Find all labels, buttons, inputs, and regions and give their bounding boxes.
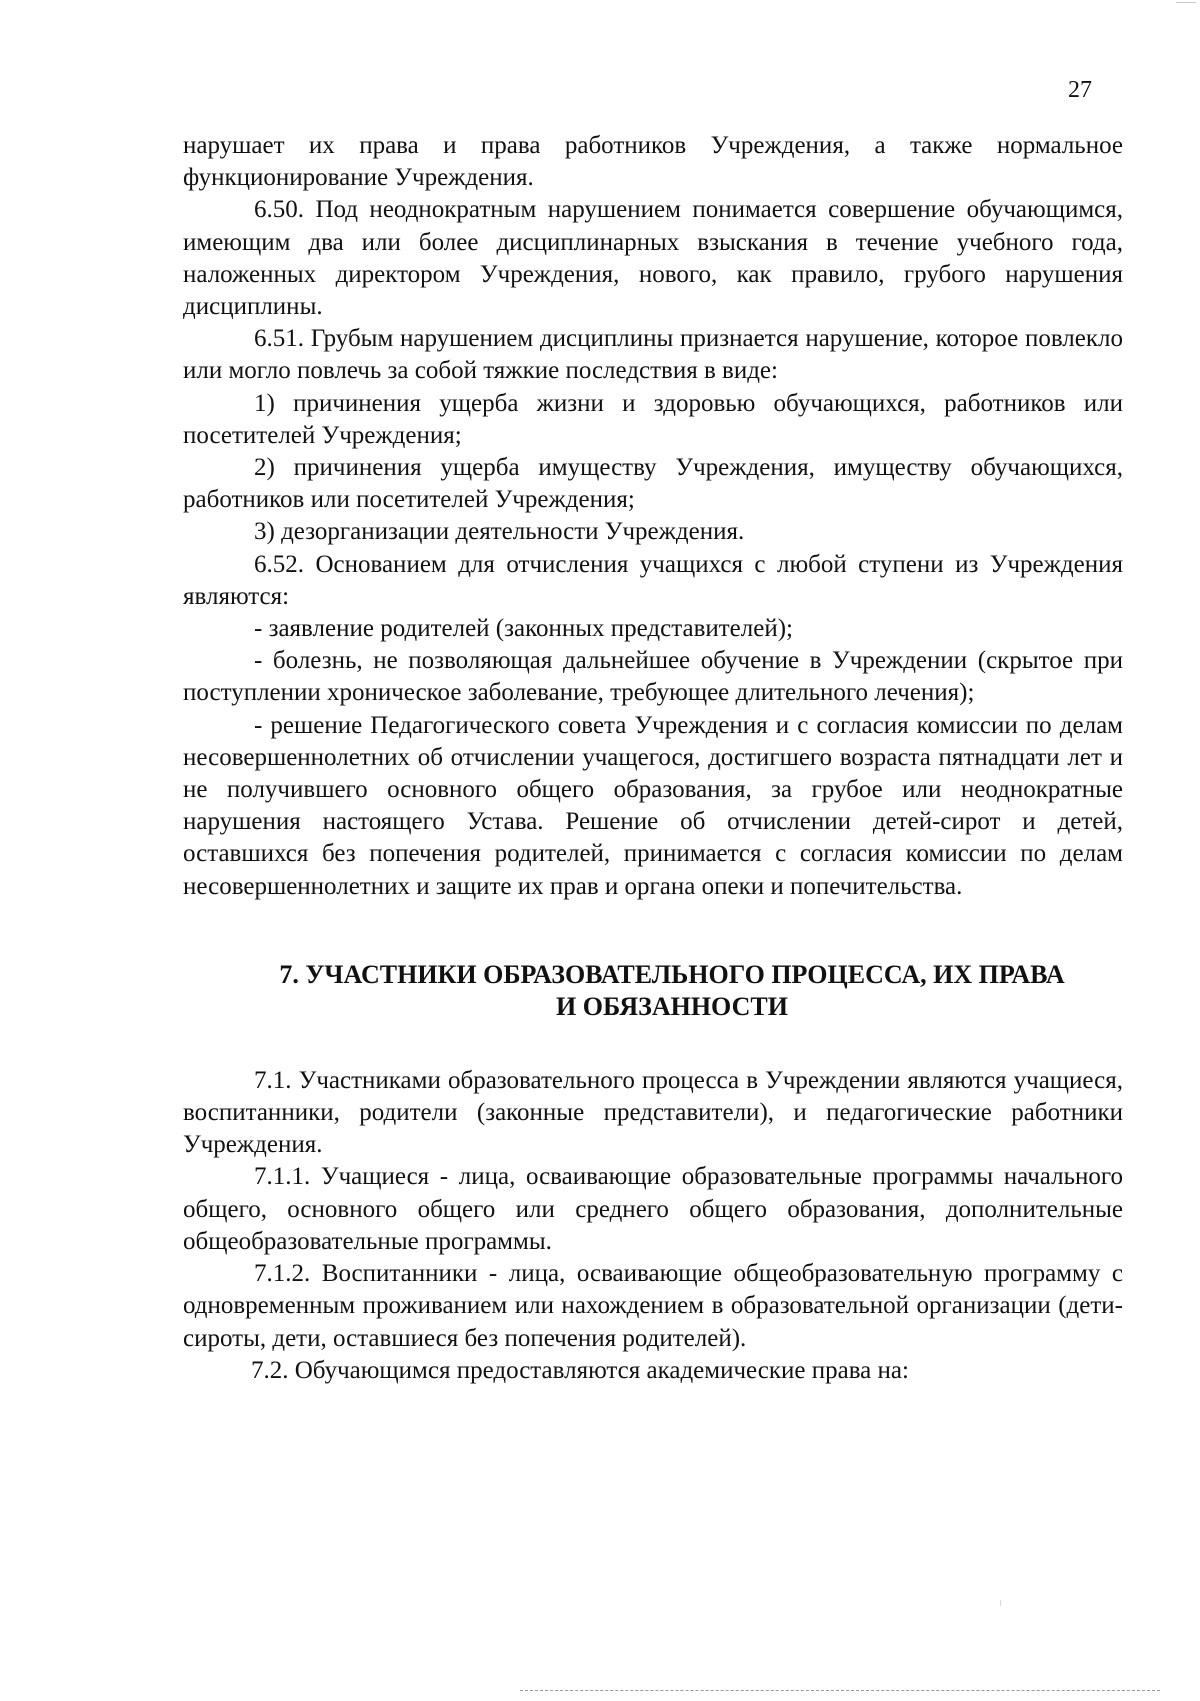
section-heading-line-2: И ОБЯЗАННОСТИ bbox=[556, 991, 788, 1021]
list-item-3: 3) дезорганизации деятельности Учреждения. bbox=[254, 518, 745, 546]
section-heading-line-1: 7. УЧАСТНИКИ ОБРАЗОВАТЕЛЬНОГО ПРОЦЕССА, ИХ ПРАВА bbox=[279, 959, 1065, 989]
paragraph-continuation: нарушает их права и права работников Учреждения, а также нормальное функционирование Учреждения. bbox=[183, 132, 1123, 192]
paragraph-7-1-1: 7.1.1. Учащиеся - лица, осваивающие образовательные программы начального общего, основного общего или среднего общего образования, дополнительные общеобразовательные программы. bbox=[183, 1163, 1123, 1255]
paragraph-6-52: 6.52. Основанием для отчисления учащихся с любой ступени из Учреждения являются: bbox=[183, 550, 1123, 610]
scan-bottom-edge bbox=[520, 1690, 1160, 1691]
paragraph-7-2: 7.2. Обучающимся предоставляются академические права на: bbox=[251, 1356, 909, 1384]
list-item-2: 2) причинения ущерба имуществу Учреждения, имуществу обучающихся, работников или посетителей Учреждения; bbox=[183, 454, 1123, 514]
paragraph-7-1-2: 7.1.2. Воспитанники - лица, осваивающие общеобразовательную программу с одновременным проживанием или нахождением в образовательной организации (дети-сироты, дети, оставшиеся без попечения родителей). bbox=[183, 1260, 1123, 1352]
paragraph-6-51: 6.51. Грубым нарушением дисциплины признается нарушение, которое повлекло или могло повлечь за собой тяжкие последствия в виде: bbox=[183, 325, 1123, 385]
dash-item-council-decision: - решение Педагогического совета Учреждения и с согласия комиссии по делам несовершеннолетних об отчислении учащегося, достигшего возраста пятнадцати лет и не получившего основного общего образования, за грубое или неоднократные нарушения настоящего Устава. Решение об отчислении детей-сирот и детей, оставшихся без попечения родителей, принимается с согласия комиссии по делам несовершеннолетних и защите их прав и органа опеки и попечительства. bbox=[183, 711, 1123, 900]
paragraph-6-50: 6.50. Под неоднократным нарушением понимается совершение обучающимся, имеющим два или более дисциплинарных взыскания в течение учебного года, наложенных директором Учреждения, нового, как правило, грубого нарушения дисциплины. bbox=[183, 196, 1123, 321]
dash-item-parents-request: - заявление родителей (законных представителей); bbox=[254, 615, 793, 643]
page-number: 27 bbox=[1068, 77, 1092, 103]
dash-item-illness: - болезнь, не позволяющая дальнейшее обучение в Учреждении (скрытое при поступлении хроническое заболевание, требующее длительного лечения); bbox=[183, 647, 1123, 707]
list-item-1: 1) причинения ущерба жизни и здоровью обучающихся, работников или посетителей Учреждения; bbox=[183, 389, 1123, 449]
document-body bbox=[183, 130, 1123, 1387]
paragraph-7-1: 7.1. Участниками образовательного процесса в Учреждении являются учащиеся, воспитанники, родители (законные представители), и педагогические работники Учреждения. bbox=[183, 1066, 1123, 1159]
scan-speck bbox=[1000, 1600, 1001, 1606]
scan-corner-mark bbox=[1176, 2, 1196, 3]
section-heading bbox=[221, 959, 1123, 1023]
